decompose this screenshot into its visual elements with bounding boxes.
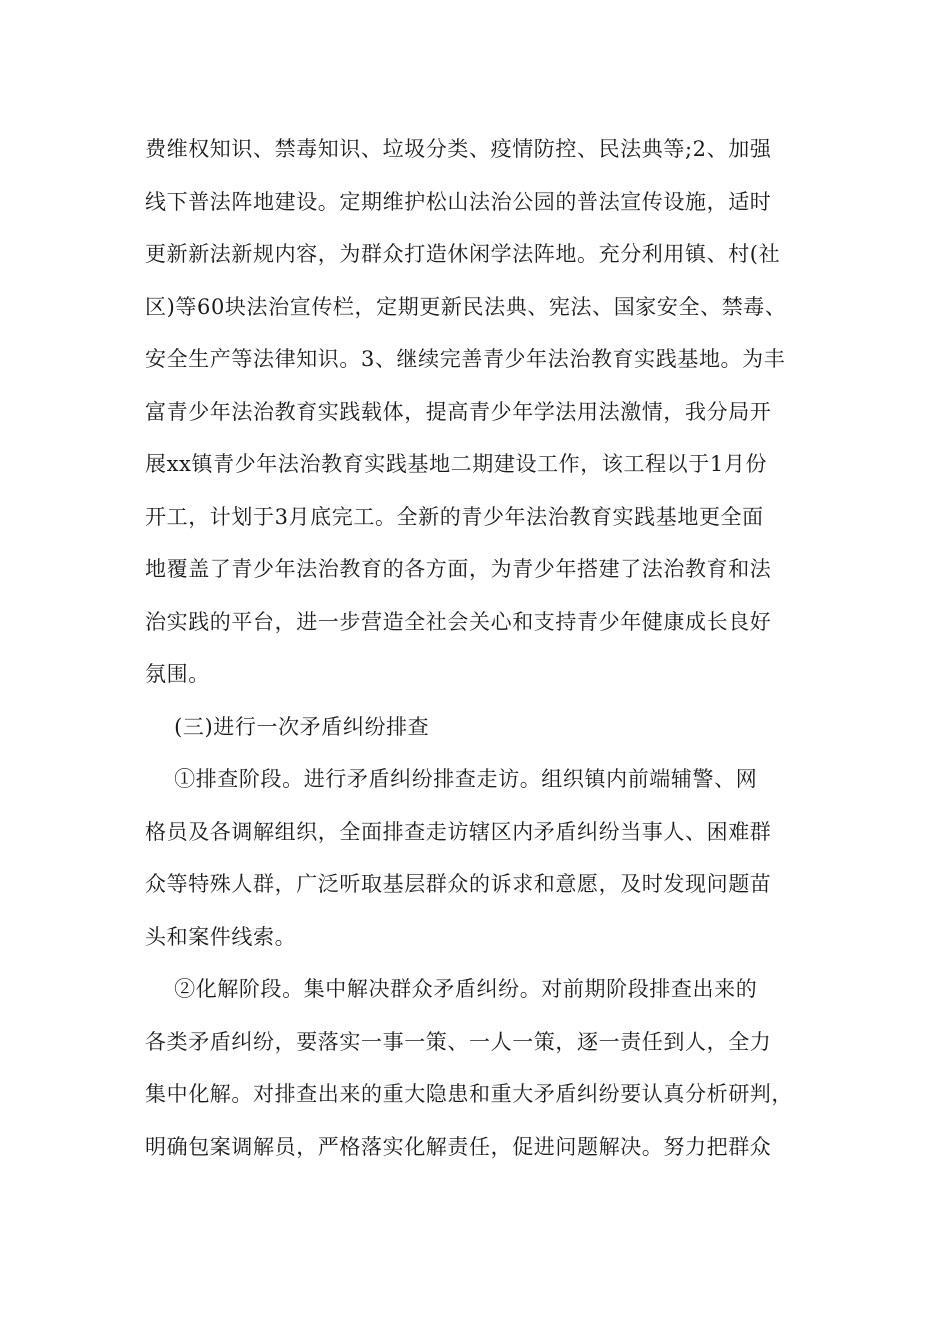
text-line: 各类矛盾纠纷，要落实一事一策、一人一策，逐一责任到人，全力 [145,1029,772,1054]
text-line: 展xx镇青少年法治教育实践基地二期建设工作，该工程以于1月份 [145,452,768,476]
text-line: 集中化解。对排查出来的重大隐患和重大矛盾纠纷要认真分析研判， [145,1082,793,1106]
text-line: 头和案件线索。 [145,924,297,949]
body-text [145,129,810,1179]
text-line: 更新新法新规内容，为群众打造休闲学法阵地。充分利用镇、村(社 [145,242,781,266]
text-line: 治实践的平台，进一步营造全社会关心和支持青少年健康成长良好 [145,609,772,634]
section-heading: (三)进行一次矛盾纠纷排查 [145,714,430,739]
text-line: 明确包案调解员，严格落实化解责任，促进问题解决。努力把群众 [145,1134,772,1159]
text-line: 众等特殊人群，广泛听取基层群众的诉求和意愿，及时发现问题苗 [145,872,772,896]
text-line: 地覆盖了青少年法治教育的各方面，为青少年搭建了法治教育和法 [145,557,772,581]
text-line: ①排查阶段。进行矛盾纠纷排查走访。组织镇内前端辅警、网 [145,767,758,791]
text-line: 费维权知识、禁毒知识、垃圾分类、疫情防控、民法典等;2、加强 [145,137,772,161]
text-line: 格员及各调解组织，全面排查走访辖区内矛盾纠纷当事人、困难群 [145,819,772,844]
text-line: 安全生产等法律知识。3、继续完善青少年法治教育实践基地。为丰 [145,347,786,371]
text-line: 区)等60块法治宣传栏，定期更新民法典、宪法、国家安全、禁毒、 [145,294,787,319]
text-line: 富青少年法治教育实践载体，提高青少年学法用法激情，我分局开 [145,399,772,424]
text-line: ②化解阶段。集中解决群众矛盾纠纷。对前期阶段排查出来的 [145,977,758,1001]
text-line: 线下普法阵地建设。定期维护松山法治公园的普法宣传设施，适时 [145,189,772,214]
text-line: 氛围。 [145,662,210,686]
text-line: 开工，计划于3月底完工。全新的青少年法治教育实践基地更全面 [145,504,764,529]
